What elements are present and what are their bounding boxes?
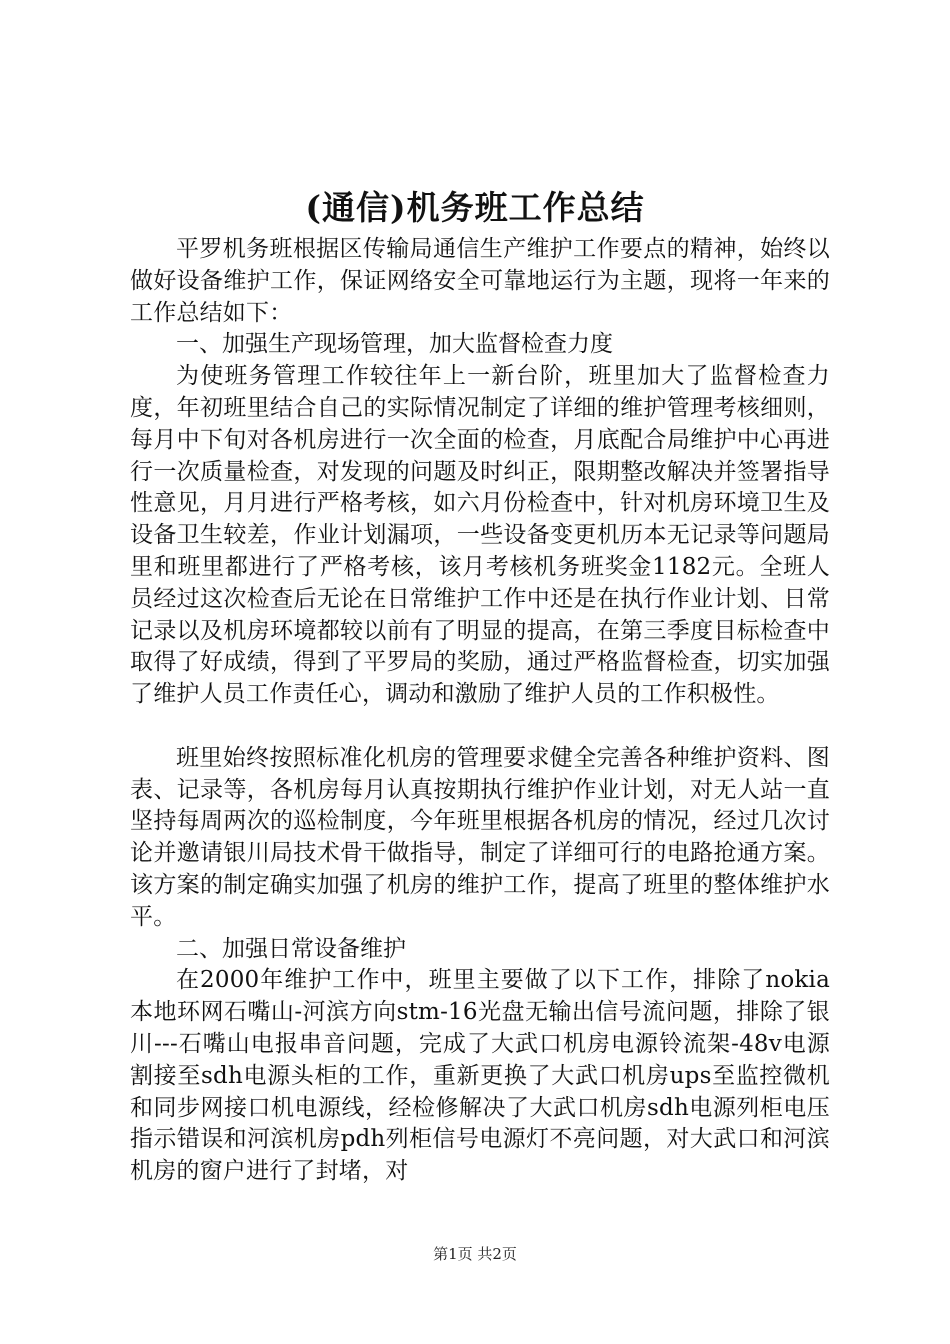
section-1-paragraph-2: 班里始终按照标准化机房的管理要求健全完善各种维护资料、图表、记录等，各机房每月认真按期执行维护作业计划，对无人站一直坚持每周两次的巡检制度，今年班里根据各机房的情况，经过几次讨论并邀请银川局技术骨干做指导，制定了详细可行的电路抢通方案。该方案的制定确实加强了机房的维护工作，提高了班里的整体维护水平。 — [130, 744, 830, 930]
section-2-paragraph: 在2000年维护工作中，班里主要做了以下工作，排除了nokia本地环网石嘴山-河滨方向stm-16光盘无输出信号流问题，排除了银川---石嘴山电报串音问题，完成了大武口机房电源铃流架-48v电源割接至sdh电源头柜的工作，重新更换了大武口机房ups至监控微机和同步网接口机电源线，经检修解决了大武口机房sdh电源列柜电压指示错误和河滨机房pdh列柜信号电源灯不亮问题，对大武口和河滨机房的窗户进行了封堵，对 — [130, 967, 830, 1185]
intro-paragraph: 平罗机务班根据区传输局通信生产维护工作要点的精神，始终以做好设备维护工作，保证网络安全可靠地运行为主题，现将一年来的工作总结如下： — [130, 236, 830, 326]
section-heading-2: 二、加强日常设备维护 — [176, 935, 406, 962]
page-footer: 第1页 共2页 — [433, 1245, 517, 1263]
document-title: (通信)机务班工作总结 — [305, 188, 645, 227]
paragraph-gap — [130, 711, 830, 743]
section-heading-1: 一、加强生产现场管理，加大监督检查力度 — [176, 331, 613, 358]
document-body — [130, 234, 830, 1188]
section-1-paragraph: 为使班务管理工作较往年上一新台阶，班里加大了监督检查力度，年初班里结合自己的实际情况制定了详细的维护管理考核细则，每月中下旬对各机房进行一次全面的检查，月底配合局维护中心再进行一次质量检查，对发现的问题及时纠正，限期整改解决并签署指导性意见，月月进行严格考核，如六月份检查中，针对机房环境卫生及设备卫生较差，作业计划漏项，一些设备变更机历本无记录等问题局里和班里都进行了严格考核，该月考核机务班奖金1182元。全班人员经过这次检查后无论在日常维护工作中还是在执行作业计划、日常记录以及机房环境都较以前有了明显的提高，在第三季度目标检查中取得了好成绩，得到了平罗局的奖励，通过严格监督检查，切实加强了维护人员工作责任心，调动和激励了维护人员的工作积极性。 — [130, 363, 830, 708]
